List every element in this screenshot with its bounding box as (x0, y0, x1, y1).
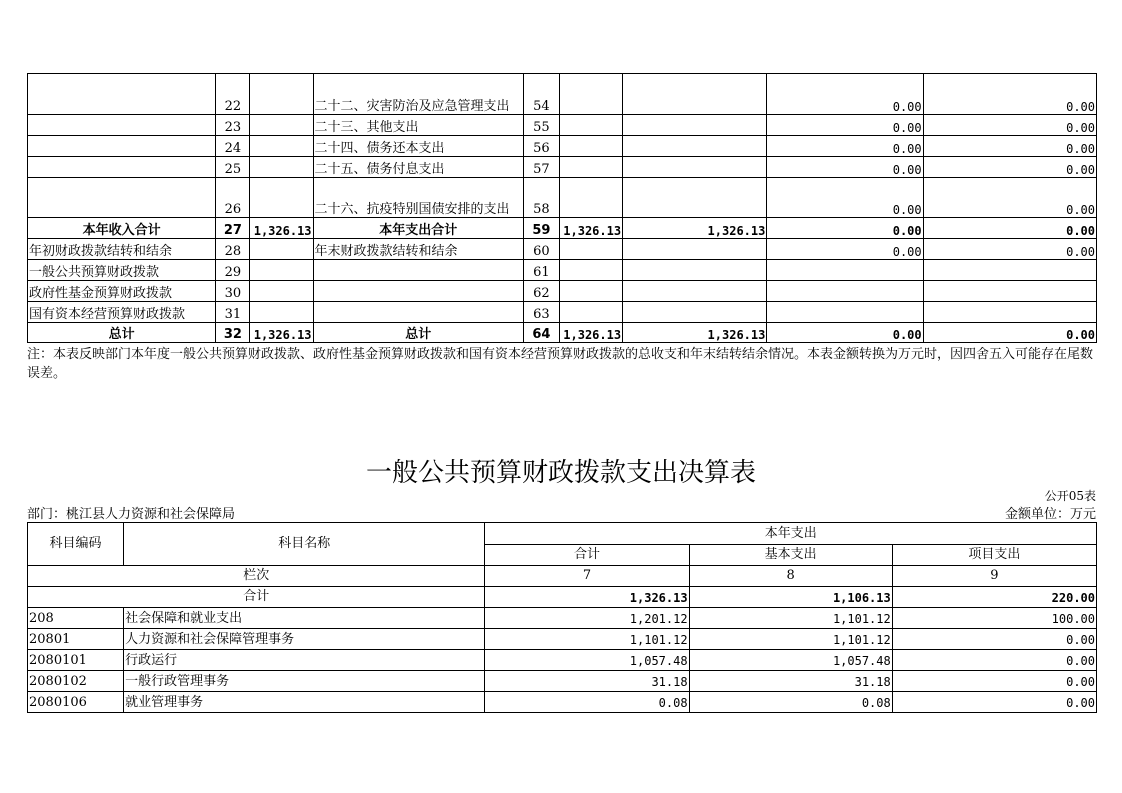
subject-name: 就业管理事务 (124, 692, 485, 713)
expense-item-label: 二十六、抗疫特别国债安排的支出 (313, 178, 523, 218)
project-expense: 0.00 (892, 671, 1096, 692)
expense-state-capital: 0.00 (923, 157, 1096, 178)
expense-state-capital: 0.00 (923, 323, 1096, 343)
header-col7: 7 (485, 566, 689, 587)
expense-item-label: 本年支出合计 (313, 218, 523, 239)
basic-expense: 1,101.12 (689, 608, 892, 629)
form-code: 公开05表 (1044, 489, 1096, 503)
expense-general-budget: 1,326.13 (623, 218, 767, 239)
income-line-number: 22 (216, 74, 250, 115)
header-column-no: 栏次 (28, 566, 485, 587)
expense-general-budget: 1,326.13 (623, 323, 767, 343)
expense-gov-fund: 0.00 (767, 218, 923, 239)
basic-expense: 1,057.48 (689, 650, 892, 671)
table-row (28, 239, 1097, 260)
expense-general-budget (623, 115, 767, 136)
income-line-number: 23 (216, 115, 250, 136)
expense-total: 0.08 (485, 692, 689, 713)
expense-total (559, 239, 622, 260)
expense-gov-fund: 0.00 (767, 157, 923, 178)
expense-total: 1,101.12 (485, 629, 689, 650)
basic-expense: 31.18 (689, 671, 892, 692)
expense-item-label: 总计 (313, 323, 523, 343)
expense-line-number: 63 (523, 302, 559, 323)
income-item-label: 总计 (28, 323, 216, 343)
income-amount (250, 136, 313, 157)
project-expense: 0.00 (892, 650, 1096, 671)
income-amount (250, 302, 313, 323)
basic-expense: 0.08 (689, 692, 892, 713)
subject-name: 一般行政管理事务 (124, 671, 485, 692)
expense-item-label: 二十三、其他支出 (313, 115, 523, 136)
income-item-label: 国有资本经营预算财政拨款 (28, 302, 216, 323)
table-note: 注：本表反映部门本年度一般公共预算财政拨款、政府性基金预算财政拨款和国有资本经营预算财政拨款的总收支和年末结转结余情况。本表金额转换为万元时，因四舍五入可能存在尾数误差。 (27, 347, 1094, 381)
table-row (28, 74, 1097, 115)
subject-name: 社会保障和就业支出 (124, 608, 485, 629)
income-amount: 1,326.13 (250, 218, 313, 239)
income-item-label (28, 136, 216, 157)
expense-total (559, 302, 622, 323)
table-row (28, 115, 1097, 136)
expense-state-capital: 0.00 (923, 136, 1096, 157)
income-item-label (28, 74, 216, 115)
header-subject-name: 科目名称 (124, 523, 485, 566)
income-item-label (28, 157, 216, 178)
expense-total: 1,326.13 (559, 323, 622, 343)
table-row (28, 157, 1097, 178)
expense-total: 1,326.13 (559, 218, 622, 239)
table-row (28, 692, 1097, 713)
table-row (28, 178, 1097, 218)
income-line-number: 25 (216, 157, 250, 178)
income-item-label: 年初财政拨款结转和结余 (28, 239, 216, 260)
expense-gov-fund (767, 302, 923, 323)
expense-line-number: 54 (523, 74, 559, 115)
income-amount (250, 281, 313, 302)
expense-line-number: 58 (523, 178, 559, 218)
department-label: 部门：桃江县人力资源和社会保障局 (27, 507, 236, 522)
expense-total (559, 157, 622, 178)
expense-total (559, 136, 622, 157)
expense-table (27, 522, 1097, 713)
table-row (28, 671, 1097, 692)
expense-line-number: 59 (523, 218, 559, 239)
income-expense-summary-table (27, 73, 1097, 343)
expense-state-capital (923, 260, 1096, 281)
page-title: 一般公共预算财政拨款支出决算表 (365, 458, 756, 488)
income-item-label: 政府性基金预算财政拨款 (28, 281, 216, 302)
income-amount (250, 178, 313, 218)
income-amount (250, 239, 313, 260)
basic-expense: 1,101.12 (689, 629, 892, 650)
expense-general-budget (623, 157, 767, 178)
income-item-label: 本年收入合计 (28, 218, 216, 239)
expense-general-budget (623, 178, 767, 218)
income-amount (250, 157, 313, 178)
expense-gov-fund: 0.00 (767, 115, 923, 136)
income-amount (250, 115, 313, 136)
project-expense: 0.00 (892, 692, 1096, 713)
expense-total: 1,057.48 (485, 650, 689, 671)
header-col8: 8 (689, 566, 892, 587)
header-subject-code: 科目编码 (28, 523, 124, 566)
income-line-number: 24 (216, 136, 250, 157)
amount-unit-label: 金额单位：万元 (1004, 507, 1096, 522)
expense-general-budget (623, 136, 767, 157)
expense-line-number: 60 (523, 239, 559, 260)
income-item-label: 一般公共预算财政拨款 (28, 260, 216, 281)
income-amount (250, 260, 313, 281)
expense-item-label (313, 260, 523, 281)
total-basic: 1,106.13 (689, 587, 892, 608)
table-row (28, 608, 1097, 629)
header-col9: 9 (892, 566, 1096, 587)
header-total: 合计 (485, 545, 689, 566)
expense-general-budget (623, 74, 767, 115)
expense-total (559, 281, 622, 302)
subject-code: 2080101 (28, 650, 124, 671)
table-row (28, 218, 1097, 239)
subject-name: 人力资源和社会保障管理事务 (124, 629, 485, 650)
header-project: 项目支出 (892, 545, 1096, 566)
table-row (28, 281, 1097, 302)
project-expense: 100.00 (892, 608, 1096, 629)
subject-code: 2080106 (28, 692, 124, 713)
expense-state-capital: 0.00 (923, 178, 1096, 218)
header-basic: 基本支出 (689, 545, 892, 566)
expense-line-number: 64 (523, 323, 559, 343)
income-line-number: 28 (216, 239, 250, 260)
expense-state-capital (923, 281, 1096, 302)
total-row (28, 587, 1097, 608)
expense-state-capital: 0.00 (923, 239, 1096, 260)
expense-gov-fund: 0.00 (767, 136, 923, 157)
total-label: 合计 (28, 587, 485, 608)
expense-total (559, 178, 622, 218)
subject-code: 208 (28, 608, 124, 629)
expense-gov-fund (767, 260, 923, 281)
income-line-number: 29 (216, 260, 250, 281)
expense-total (559, 74, 622, 115)
table-row (28, 629, 1097, 650)
expense-gov-fund: 0.00 (767, 239, 923, 260)
expense-total (559, 260, 622, 281)
total-project: 220.00 (892, 587, 1096, 608)
expense-item-label (313, 302, 523, 323)
expense-state-capital: 0.00 (923, 115, 1096, 136)
expense-general-budget (623, 260, 767, 281)
expense-gov-fund: 0.00 (767, 74, 923, 115)
table-row (28, 302, 1097, 323)
subject-code: 2080102 (28, 671, 124, 692)
expense-item-label (313, 281, 523, 302)
expense-item-label: 二十五、债务付息支出 (313, 157, 523, 178)
expense-general-budget (623, 239, 767, 260)
expense-item-label: 年末财政拨款结转和结余 (313, 239, 523, 260)
income-line-number: 32 (216, 323, 250, 343)
expense-item-label: 二十二、灾害防治及应急管理支出 (313, 74, 523, 115)
header-year-expense: 本年支出 (485, 523, 1097, 545)
expense-line-number: 55 (523, 115, 559, 136)
expense-line-number: 56 (523, 136, 559, 157)
expense-line-number: 57 (523, 157, 559, 178)
table-row (28, 650, 1097, 671)
expense-item-label: 二十四、债务还本支出 (313, 136, 523, 157)
expense-total (559, 115, 622, 136)
expense-gov-fund: 0.00 (767, 323, 923, 343)
income-line-number: 30 (216, 281, 250, 302)
expense-general-budget (623, 302, 767, 323)
income-item-label (28, 178, 216, 218)
income-line-number: 27 (216, 218, 250, 239)
expense-state-capital: 0.00 (923, 74, 1096, 115)
subject-name: 行政运行 (124, 650, 485, 671)
expense-general-budget (623, 281, 767, 302)
table-row (28, 323, 1097, 343)
table-row (28, 136, 1097, 157)
expense-state-capital (923, 302, 1096, 323)
expense-line-number: 62 (523, 281, 559, 302)
expense-line-number: 61 (523, 260, 559, 281)
expense-total: 31.18 (485, 671, 689, 692)
table-row (28, 260, 1097, 281)
project-expense: 0.00 (892, 629, 1096, 650)
income-line-number: 31 (216, 302, 250, 323)
expense-gov-fund (767, 281, 923, 302)
total-total: 1,326.13 (485, 587, 689, 608)
expense-total: 1,201.12 (485, 608, 689, 629)
expense-state-capital: 0.00 (923, 218, 1096, 239)
income-line-number: 26 (216, 178, 250, 218)
income-amount: 1,326.13 (250, 323, 313, 343)
income-item-label (28, 115, 216, 136)
subject-code: 20801 (28, 629, 124, 650)
income-amount (250, 74, 313, 115)
expense-gov-fund: 0.00 (767, 178, 923, 218)
